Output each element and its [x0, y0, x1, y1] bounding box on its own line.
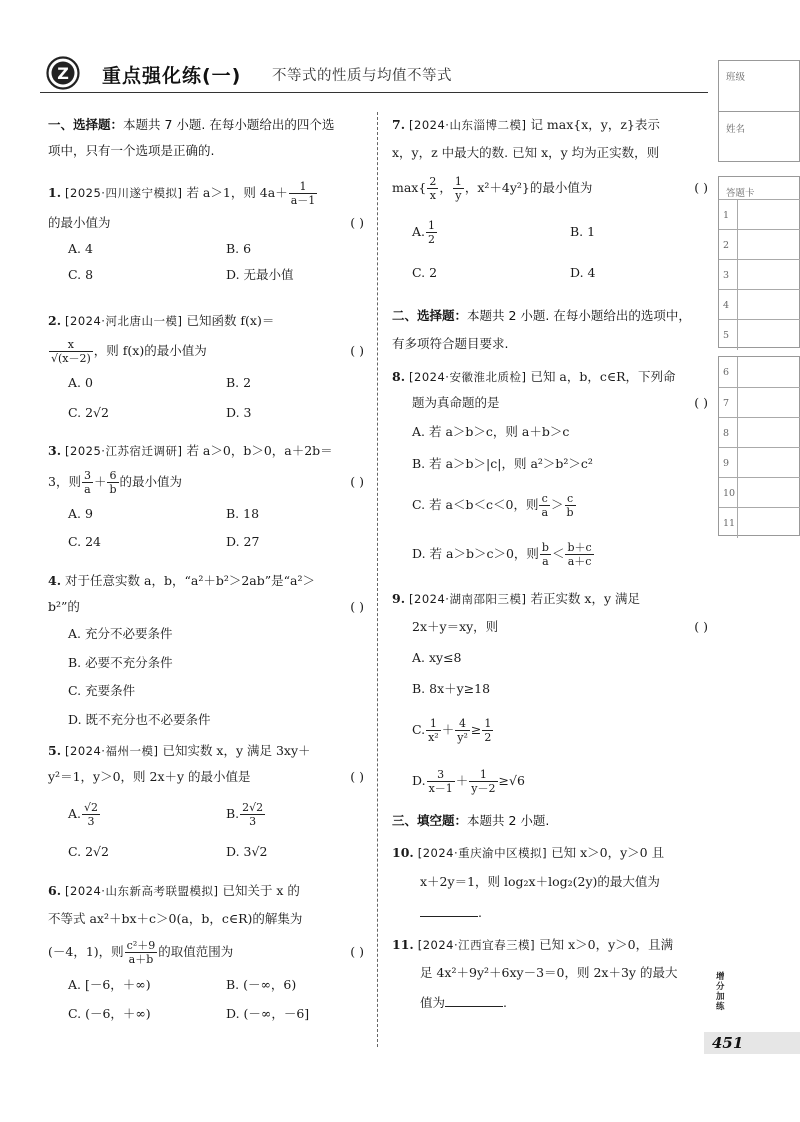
section-2-heading: 二、选择题：本题共 2 小题. 在每小题给出的选项中， 有多项符合题目要求.: [392, 308, 691, 351]
answer-blank[interactable]: [420, 903, 478, 917]
question-2: 2. [2024·河北唐山一模] 已知函数 f(x)＝ $\frac{x}{√(x-2)}$ ，则 f(x)的最小值为 ( ) A. 0 B. 2 C. 2√2 D. 3: [48, 308, 366, 428]
vertical-label: 增分加练: [716, 972, 725, 1012]
question-9: 9. [2024·湖南邵阳三模] 若正实数 x，y 满足 2x＋y＝xy，则 ( ) A. xy≤8 B. 8x＋y≥18 C. $\frac{1}{\text{x²}}$ ＋ $\frac{4}{\text{y²}}$ ≥ $\frac{1}{2}$ D. $\frac{3}{x-1}$ ＋ $\frac{1}{y-2}$ ≥√6: [392, 586, 710, 806]
answer-paren: ( ): [350, 215, 364, 230]
class-label: 班级: [726, 72, 746, 83]
answer-paren: ( ): [350, 944, 364, 959]
fraction: $\frac{x}{√(x-2)}$: [51, 338, 91, 365]
option-d[interactable]: D. 3√2: [226, 844, 268, 859]
answer-card-row[interactable]: 7: [719, 387, 800, 417]
answer-paren: ( ): [350, 769, 364, 784]
answer-card-row[interactable]: 6: [719, 357, 800, 387]
answer-card-row[interactable]: 9: [719, 447, 800, 477]
option-d[interactable]: D. 27: [226, 534, 260, 549]
question-8: 8. [2024·安徽淮北质检] 已知 a，b，c∈R，下列命 题为真命题的是 ( ) A. 若 a＞b＞c，则 a＋b＞c B. 若 a＞b＞|c|，则 a²＞b²＞c² C. 若 a＜b＜c＜0，则 $\frac{c}{a}$ ＞ $\frac{c}{b}$ D. 若 a＞b＞c＞0，则 $\frac{b}{a}$ ＜ $\frac{b+c}{a+c}$: [392, 364, 710, 578]
answer-blank[interactable]: [445, 993, 503, 1007]
option-c[interactable]: C. (－6，＋∞): [68, 1006, 151, 1021]
answer-card-label: 答题卡: [726, 188, 755, 199]
question-7: 7. [2024·山东淄博二模] 记 max{x，y，z}表示 x，y，z 中最大的数. 已知 x，y 均为正实数，则 max{ $\frac{2}{x}$ ， $\frac{1}{y}$ ，x²＋4y²}的最小值为 ( ) A. $\frac{1}{2}$ B. 1 C. 2 D. 4: [392, 112, 710, 290]
question-6: 6. [2024·山东新高考联盟模拟] 已知关于 x 的 不等式 ax²＋bx＋c＞0(a，b，c∈R)的解集为 (－4，1)，则 $\frac{\text{c²＋9}}{a+b}$ 的取值范围为 ( ) A. [－6，＋∞) B. (－∞，6) C. (－6，＋∞) D. (－∞，－6]: [48, 878, 366, 1028]
option-b[interactable]: B. $\frac{2√2}{3}$: [226, 801, 264, 828]
option-c[interactable]: C. 充要条件: [68, 683, 136, 698]
option-a[interactable]: A. 0: [68, 375, 93, 390]
fraction: $\frac{3}{a}$: [83, 469, 91, 496]
option-c[interactable]: C. 24: [68, 534, 101, 549]
answer-card-row[interactable]: 8: [719, 417, 800, 447]
option-a[interactable]: A. 充分不必要条件: [68, 626, 173, 641]
option-b[interactable]: B. 2: [226, 375, 252, 390]
option-c[interactable]: C. 2√2: [68, 405, 109, 420]
answer-card-row[interactable]: 10: [719, 477, 800, 507]
option-a[interactable]: A. $\frac{1}{2}$: [412, 219, 436, 246]
option-a[interactable]: A. [－6，＋∞): [68, 977, 151, 992]
page-title: 重点强化练(一): [102, 65, 242, 87]
option-d[interactable]: D. 既不充分也不必要条件: [68, 711, 211, 727]
option-a[interactable]: A. 4: [68, 241, 93, 256]
z-logo-icon: [46, 56, 80, 90]
option-d[interactable]: D. 3: [226, 405, 252, 420]
name-label: 姓名: [726, 124, 746, 135]
answer-card-bottom: [718, 356, 800, 536]
option-c[interactable]: C. $\frac{1}{\text{x²}}$ ＋ $\frac{4}{\text{y²}}$ ≥ $\frac{1}{2}$: [412, 717, 492, 744]
option-a[interactable]: A. 9: [68, 506, 93, 521]
option-d[interactable]: D. 4: [570, 265, 596, 280]
option-c[interactable]: C. 2√2: [68, 844, 109, 859]
question-5: 5. [2024·福州一模] 已知实数 x，y 满足 3xy＋ y²＝1，y＞0，则 2x＋y 的最小值是 ( ) A. $\frac{√2}{3}$ B. $\frac{2√2}{3}$ C. 2√2 D. 3√2: [48, 738, 366, 866]
option-b[interactable]: B. 6: [226, 241, 252, 256]
option-d[interactable]: D. $\frac{3}{x-1}$ ＋ $\frac{1}{y-2}$ ≥√6: [412, 768, 525, 795]
page-number: 451: [712, 1034, 744, 1052]
answer-card-row[interactable]: 4: [719, 289, 800, 319]
page-subtitle: 不等式的性质与均值不等式: [272, 68, 452, 84]
answer-paren: ( ): [694, 395, 708, 410]
fraction: $\frac{6}{b}$: [109, 469, 117, 496]
question-11: 11. [2024·江西宜春三模] 已知 x＞0，y＞0，且满 足 4x²＋9y²＋6xy－3＝0，则 2x＋3y 的最大 值为 .: [392, 937, 678, 1010]
column-divider: [377, 112, 378, 1047]
option-c[interactable]: C. 若 a＜b＜c＜0，则 $\frac{c}{a}$ ＞ $\frac{c}{b}$: [412, 492, 574, 519]
option-b[interactable]: B. 18: [226, 506, 260, 521]
answer-paren: ( ): [694, 619, 708, 634]
option-d[interactable]: D. 若 a＞b＞c＞0，则 $\frac{b}{a}$ ＜ $\frac{b+c}{a+c}$: [412, 541, 592, 568]
question-3: 3. [2025·江苏宿迁调研] 若 a＞0，b＞0，a＋2b＝ 3，则 $\frac{3}{a}$ ＋ $\frac{6}{b}$ 的最小值为 ( ) A. 9 B. 18 C. 24 D. 27: [48, 438, 366, 556]
answer-paren: ( ): [350, 599, 364, 614]
fraction: $\frac{\text{c²＋9}}{a+b}$: [126, 939, 156, 966]
header-rule: [40, 92, 708, 93]
answer-card-row[interactable]: 5: [719, 319, 800, 349]
option-c[interactable]: C. 8: [68, 267, 94, 282]
option-d[interactable]: D. (－∞，－6]: [226, 1006, 310, 1021]
answer-paren: ( ): [350, 474, 364, 489]
class-name-box: [718, 60, 800, 162]
question-1: 1. [2025·四川遂宁模拟] 若 a＞1，则 4a＋ $\frac{1}{a-1}$ 的最小值为 ( ) A. 4 B. 6 C. 8 D. 无最小值: [48, 176, 366, 288]
answer-card-row[interactable]: 11: [719, 507, 800, 537]
answer-paren: ( ): [694, 180, 708, 195]
option-b[interactable]: B. 若 a＞b＞|c|，则 a²＞b²＞c²: [412, 456, 593, 471]
answer-card-row[interactable]: 1: [719, 199, 800, 229]
option-d[interactable]: D. 无最小值: [226, 267, 294, 282]
section-3-heading: 三、填空题：本题共 2 小题.: [392, 813, 550, 828]
option-a[interactable]: A. $\frac{√2}{3}$: [68, 801, 99, 828]
answer-paren: ( ): [350, 343, 364, 358]
question-4: 4. 对于任意实数 a，b，“a²＋b²＞2ab”是“a²＞ b²”的 ( ) A. 充分不必要条件 B. 必要不充分条件 C. 充要条件 D. 既不充分也不必要条件: [48, 568, 366, 734]
section-1-heading: 一、选择题：本题共 7 小题. 在每小题给出的四个选 项中，只有一个选项是正确的.: [48, 117, 335, 158]
header: [40, 56, 712, 92]
option-c[interactable]: C. 2: [412, 265, 438, 280]
option-b[interactable]: B. (－∞，6): [226, 977, 297, 992]
option-b[interactable]: B. 8x＋y≥18: [412, 681, 491, 696]
option-b[interactable]: B. 必要不充分条件: [68, 654, 173, 670]
answer-card-row[interactable]: 3: [719, 259, 800, 289]
answer-card-row[interactable]: 2: [719, 229, 800, 259]
question-10: 10. [2024·重庆渝中区模拟] 已知 x＞0，y＞0 且 x＋2y＝1，则 log₂x＋log₂(2y)的最大值为 .: [392, 845, 665, 920]
option-b[interactable]: B. 1: [570, 224, 596, 239]
answer-card-top: [718, 176, 800, 348]
logo-letter: Z: [57, 64, 69, 83]
option-a[interactable]: A. 若 a＞b＞c，则 a＋b＞c: [412, 424, 570, 439]
option-a[interactable]: A. xy≤8: [412, 650, 462, 665]
fraction: $\frac{1}{a-1}$: [290, 180, 316, 207]
